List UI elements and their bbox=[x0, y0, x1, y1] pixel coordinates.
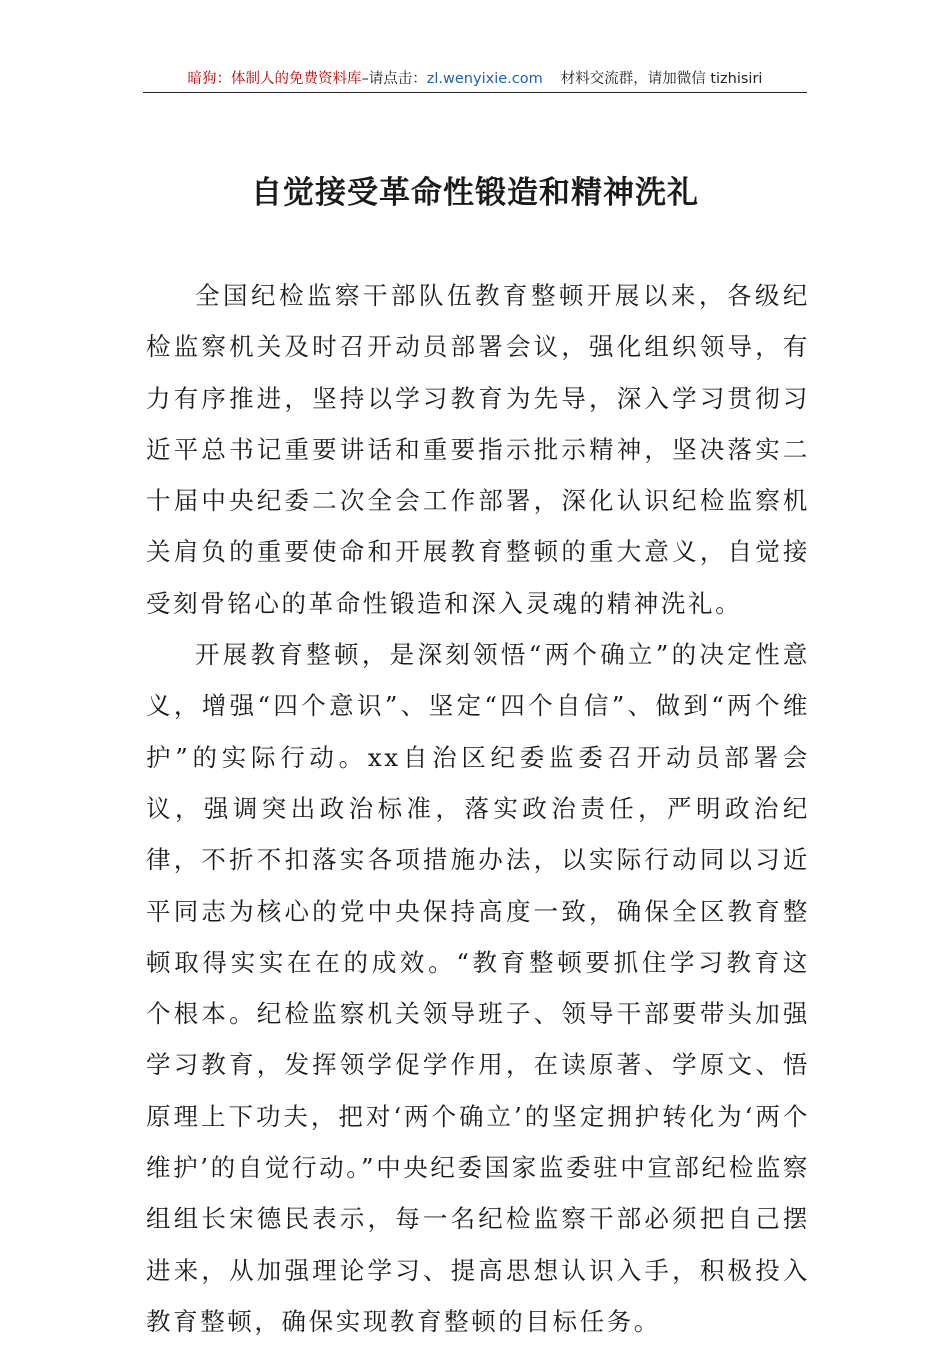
header-brand: 暗狗：体制人的免费资料库 bbox=[187, 71, 362, 87]
header-prompt: –请点击： bbox=[361, 71, 427, 87]
header-group-note: 材料交流群，请加微信 tizhisiri bbox=[560, 71, 763, 87]
document-body bbox=[146, 270, 810, 1347]
paragraph: 开展教育整顿，是深刻领悟“两个确立”的决定性意义，增强“四个意识”、坚定“四个自信”、做到“两个维护”的实际行动。xx自治区纪委监委召开动员部署会议，强调突出政治标准，落实政治责任，严明政治纪律，不折不扣落实各项措施办法，以实际行动同以习近平同志为核心的党中央保持高度一致，确保全区教育整顿取得实实在在的成效。“教育整顿要抓住学习教育这个根本。纪检监察机关领导班子、领导干部要带头加强学习教育，发挥领学促学作用，在读原著、学原文、悟原理上下功夫，把对‘两个确立’的坚定拥护转化为‘两个维护’的自觉行动。”中央纪委国家监委驻中宣部纪检监察组组长宋德民表示，每一名纪检监察干部必须把自己摆进来，从加强理论学习、提高思想认识入手，积极投入教育整顿，确保实现教育整顿的目标任务。 bbox=[146, 640, 810, 1336]
header-link[interactable]: zl.wenyixie.com bbox=[426, 71, 543, 87]
page-header bbox=[143, 66, 807, 93]
document-title: 自觉接受革命性锻造和精神洗礼 bbox=[251, 175, 699, 211]
paragraph: 全国纪检监察干部队伍教育整顿开展以来，各级纪检监察机关及时召开动员部署会议，强化组织领导，有力有序推进，坚持以学习教育为先导，深入学习贯彻习近平总书记重要讲话和重要指示批示精神，坚决落实二十届中央纪委二次全会工作部署，深化认识纪检监察机关肩负的重要使命和开展教育整顿的重大意义，自觉接受刻骨铭心的革命性锻造和深入灵魂的精神洗礼。 bbox=[146, 281, 810, 618]
